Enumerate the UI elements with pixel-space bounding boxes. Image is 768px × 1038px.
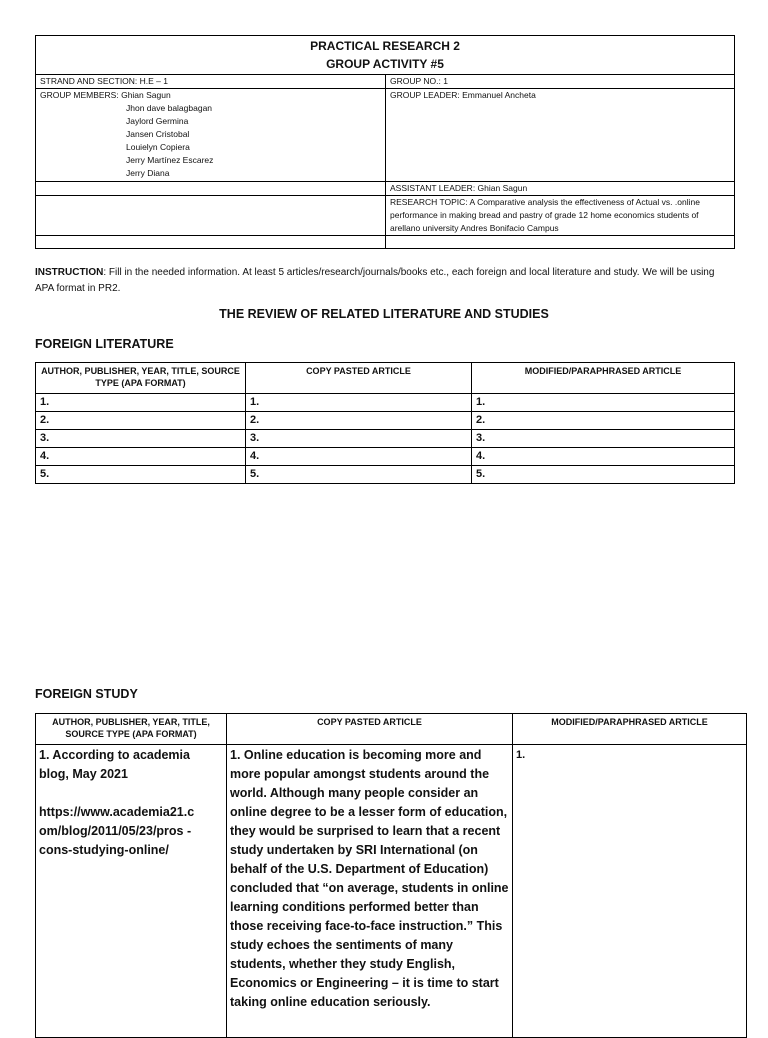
table-row [36, 448, 735, 466]
member-name: Jerry Diana [126, 168, 170, 178]
member-name: Jansen Cristobal [126, 129, 190, 139]
title-line-1: PRACTICAL RESEARCH 2 [310, 39, 460, 53]
document-title [36, 36, 735, 75]
group-info-table [35, 35, 735, 249]
table-cell: 2. [246, 412, 472, 430]
empty-cell [386, 236, 735, 249]
table-row [36, 466, 735, 484]
research-topic-cell: RESEARCH TOPIC: A Comparative analysis the effectiveness of Actual vs. .online performance in making bread and pastry of grade 12 home economics students of arellano university Andres Bonifacio Campus [386, 196, 735, 236]
article-text: 1. Online education is becoming more and more popular amongst students around the world. Although many people consider an online degree to be a lesser form of education, they would be surprised to learn that a recent study undertaken by SRI International (on behalf of the U.S. Department of Education) concluded that “on average, students in online learning conditions performed better than those receiving face-to-face instruction.” This study echoes the sentiments of many students, whether they study English, Economics or Engineering – it is time to start taking online education seriously. [230, 748, 512, 1009]
foreign-literature-heading: FOREIGN LITERATURE [35, 337, 174, 351]
table-cell: 5. [472, 466, 735, 484]
strand-section-cell: STRAND AND SECTION: H.E – 1 [36, 75, 386, 89]
member-name: Louielyn Copiera [126, 142, 190, 152]
table-row [36, 430, 735, 448]
table-cell: 1. [246, 394, 472, 412]
source-cell [36, 745, 227, 1038]
table-cell: 4. [472, 448, 735, 466]
instruction-text: : Fill in the needed information. At least 5 articles/research/journals/books etc., each foreign and local literature and study. We will be using APA format in PR2. [35, 267, 715, 294]
group-members-label: GROUP MEMBERS: [40, 90, 122, 100]
empty-cell [36, 236, 386, 249]
title-line-2: GROUP ACTIVITY #5 [326, 57, 444, 71]
member-name: Ghian Sagun [121, 90, 171, 100]
member-name: Jerry Martínez Escarez [126, 155, 214, 165]
column-header-source: AUTHOR, PUBLISHER, YEAR, TITLE, SOURCE TYPE (APA FORMAT) [36, 714, 227, 745]
empty-cell [36, 196, 386, 236]
column-header-copy: COPY PASTED ARTICLE [227, 714, 513, 745]
table-cell: 3. [36, 430, 246, 448]
table-cell: 4. [246, 448, 472, 466]
article-cell [227, 745, 513, 1038]
source-text: 1. According to academia blog, May 2021 https://www.academia21.c om/blog/2011/05/23/pros -cons-studying-online/ [39, 748, 195, 857]
table-cell: 3. [246, 430, 472, 448]
table-row [36, 412, 735, 430]
table-cell: 3. [472, 430, 735, 448]
member-name: Jhon dave balagbagan [126, 103, 213, 113]
column-header-paraphrased: MODIFIED/PARAPHRASED ARTICLE [513, 714, 747, 745]
table-cell: 4. [36, 448, 246, 466]
group-leader-cell: GROUP LEADER: Emmanuel Ancheta [386, 89, 735, 182]
paraphrased-cell [513, 745, 747, 1038]
table-cell: 1. [472, 394, 735, 412]
foreign-study-heading: FOREIGN STUDY [35, 687, 138, 701]
column-header-paraphrased: MODIFIED/PARAPHRASED ARTICLE [472, 363, 735, 394]
table-cell: 2. [36, 412, 246, 430]
table-cell: 2. [472, 412, 735, 430]
instruction-label: INSTRUCTION [35, 267, 104, 278]
table-cell: 1. [36, 394, 246, 412]
assistant-leader-cell: ASSISTANT LEADER: Ghian Sagun [386, 182, 735, 196]
column-header-copy: COPY PASTED ARTICLE [246, 363, 472, 394]
paraphrased-text: 1. [516, 749, 526, 761]
member-name: Jaylord Germina [126, 116, 189, 126]
column-header-source: AUTHOR, PUBLISHER, YEAR, TITLE, SOURCE TYPE (APA FORMAT) [36, 363, 246, 394]
table-cell: 5. [246, 466, 472, 484]
table-row [36, 394, 735, 412]
table-row [36, 745, 747, 1038]
empty-cell [36, 182, 386, 196]
group-no-cell: GROUP NO.: 1 [386, 75, 735, 89]
foreign-study-table [35, 713, 747, 1038]
instruction-paragraph [35, 265, 735, 297]
foreign-literature-table [35, 362, 735, 484]
main-heading: THE REVIEW OF RELATED LITERATURE AND STUDIES [219, 307, 549, 321]
table-cell: 5. [36, 466, 246, 484]
group-members-cell [36, 89, 386, 182]
